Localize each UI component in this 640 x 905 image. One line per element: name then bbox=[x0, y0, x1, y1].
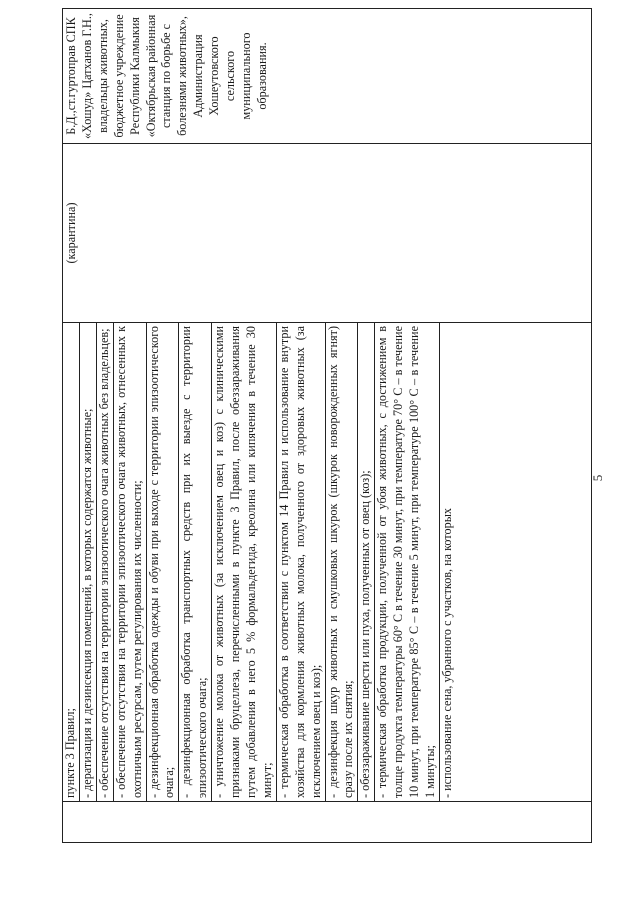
list-item: - использование сена, убранного с участков, на которых bbox=[439, 508, 454, 798]
list-item: - уничтожение молока от животных (за исключением овец и коз) с клиническими признаками бруцеллеза, перечисленными в пункте 3 Правил, после обеззараживания путем добавления в него 5 % формальдегида, креолина или кипячения в течение 30 минут; bbox=[212, 323, 277, 801]
list-item: - термическая обработка продукции, полученной от убоя животных, с достижением в толще продукта температуры 60° С в течение 30 минут, при температуре 70° С – в течение 10 минут, при температуре 85° С – в течение 5 минут, при температуре 100° С – в течение 1 минуты; bbox=[375, 323, 440, 801]
list-item: - термическая обработка в соответствии с пунктом 14 Правил и использование внутри хозяйства для кормления животных молока, полученного от здоровых животных (за исключением овец и коз); bbox=[277, 323, 326, 801]
rotated-table-container bbox=[62, 13, 592, 843]
page-number: 5 bbox=[590, 474, 605, 482]
number-cell bbox=[63, 802, 592, 843]
measures-cell bbox=[63, 323, 592, 802]
list-item: - дезинфекция шкур животных и смушковых шкурок (шкурок новорожденных ягнят) сразу после их снятия; bbox=[326, 323, 359, 801]
list-item: - дезинфекционная обработка транспортных средств при их выезде с территории эпизоотического очага; bbox=[179, 323, 212, 801]
list-item: - дератизация и дезинсекция помещений, в которых содержатся животные; bbox=[80, 323, 97, 801]
list-item: - обеспечение отсутствия на территории эпизоотического очага животных, отнесенных к охотничьим ресурсам, путем регулирования их численности; bbox=[114, 323, 147, 801]
list-item: - обеспечение отсутствия на территории эпизоотического очага животных без владельцев; bbox=[97, 323, 114, 801]
measures-table bbox=[62, 8, 592, 843]
responsible-cell: Б.Д.,ст.гуртоправ СПК «Хошуд» Цатханов Г.Н., владельцы животных, бюджетное учреждение Республики Калмыкия «Октябрьская районная станция по борьбе с болезнями животных», Администрация Хошеутовского сельского муниципального образования. bbox=[63, 9, 592, 144]
measures-list bbox=[63, 323, 456, 801]
list-item: - обеззараживание шерсти или пуха, полученных от овец (коз); bbox=[358, 323, 375, 801]
table-row bbox=[63, 9, 592, 843]
list-item: - дезинфекционная обработка одежды и обуви при выходе с территории эпизоотического очага; bbox=[147, 323, 180, 801]
list-item: пункте 3 Правил; bbox=[63, 323, 80, 801]
deadline-cell: (карантина) bbox=[63, 144, 592, 323]
